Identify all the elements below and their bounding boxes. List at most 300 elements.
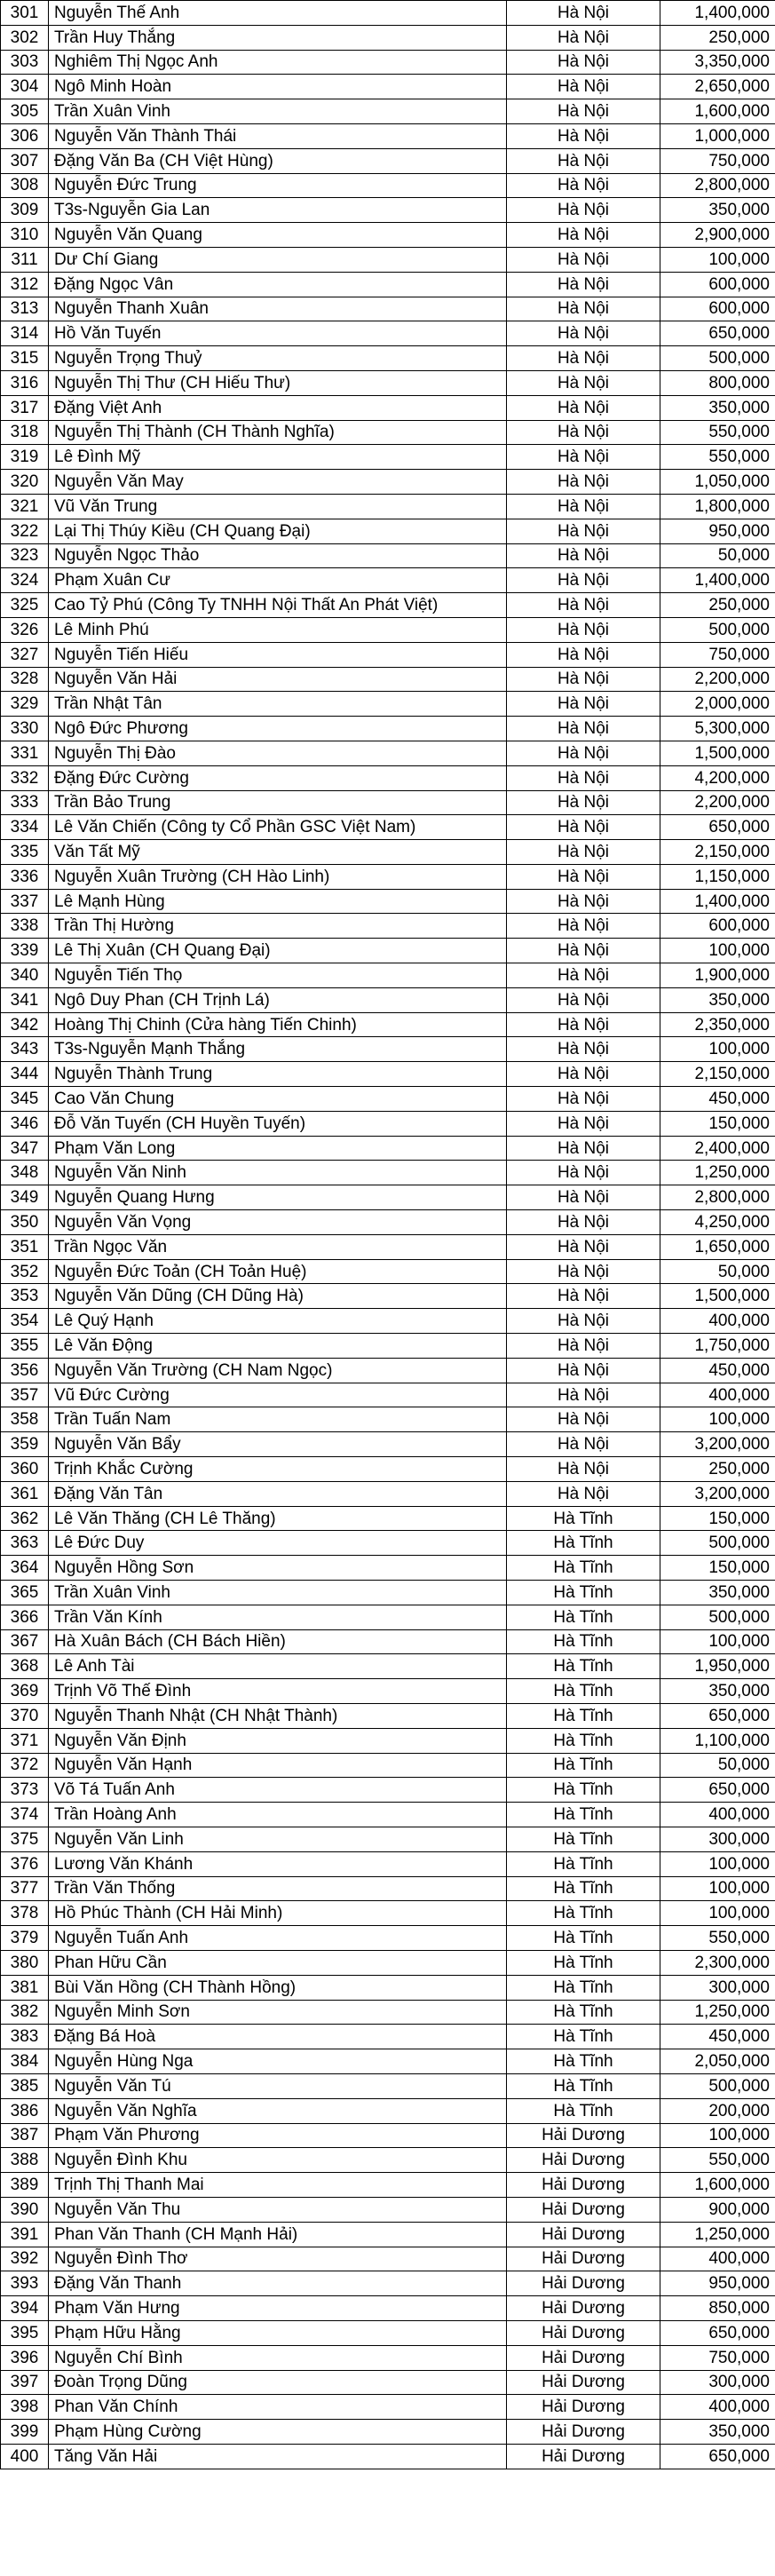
cell-index: 369: [1, 1679, 49, 1704]
cell-index: 324: [1, 568, 49, 593]
cell-amount: 1,150,000: [660, 864, 775, 889]
cell-amount: 450,000: [660, 1087, 775, 1112]
cell-name: Đoàn Trọng Dũng: [49, 2370, 507, 2395]
cell-name: Nguyễn Văn Hạnh: [49, 1753, 507, 1778]
cell-name: Nguyễn Văn Hải: [49, 667, 507, 692]
cell-province: Hà Nội: [507, 321, 660, 346]
cell-province: Hà Nội: [507, 1185, 660, 1210]
table-row: [1, 2444, 775, 2469]
cell-province: Hà Nội: [507, 939, 660, 963]
cell-province: Hà Tĩnh: [507, 2000, 660, 2025]
cell-index: 380: [1, 1950, 49, 1975]
cell-index: 379: [1, 1926, 49, 1951]
cell-index: 326: [1, 617, 49, 642]
cell-name: Cao Tỷ Phú (Công Ty TNHH Nội Thất An Phát Việt): [49, 593, 507, 618]
cell-amount: 400,000: [660, 1309, 775, 1334]
cell-index: 323: [1, 543, 49, 568]
cell-name: Trần Văn Thống: [49, 1876, 507, 1901]
cell-index: 358: [1, 1407, 49, 1432]
cell-index: 360: [1, 1457, 49, 1482]
cell-province: Hà Nội: [507, 1284, 660, 1309]
cell-province: Hải Dương: [507, 2271, 660, 2296]
table-row: [1, 1901, 775, 1926]
cell-province: Hải Dương: [507, 2222, 660, 2247]
cell-index: 337: [1, 889, 49, 914]
table-row: [1, 272, 775, 297]
table-row: [1, 2073, 775, 2098]
table-row: [1, 1926, 775, 1951]
table-row: [1, 815, 775, 840]
table-row: [1, 1136, 775, 1161]
cell-province: Hà Nội: [507, 1087, 660, 1112]
cell-amount: 400,000: [660, 1383, 775, 1407]
table-row: [1, 1037, 775, 1062]
cell-amount: 2,200,000: [660, 667, 775, 692]
cell-index: 352: [1, 1259, 49, 1284]
cell-amount: 750,000: [660, 642, 775, 667]
cell-province: Hà Nội: [507, 173, 660, 198]
cell-amount: 1,750,000: [660, 1334, 775, 1359]
cell-index: 329: [1, 692, 49, 717]
cell-name: T3s-Nguyễn Mạnh Thắng: [49, 1037, 507, 1062]
table-row: [1, 1210, 775, 1235]
cell-amount: 350,000: [660, 198, 775, 223]
cell-province: Hà Nội: [507, 148, 660, 173]
cell-province: Hà Tĩnh: [507, 2049, 660, 2074]
cell-province: Hà Tĩnh: [507, 1581, 660, 1605]
cell-index: 386: [1, 2098, 49, 2123]
cell-province: Hà Tĩnh: [507, 1703, 660, 1728]
cell-index: 332: [1, 765, 49, 790]
table-row: [1, 1827, 775, 1851]
table-row: [1, 1581, 775, 1605]
cell-province: Hà Nội: [507, 1259, 660, 1284]
cell-name: Đặng Văn Tân: [49, 1481, 507, 1506]
cell-index: 378: [1, 1901, 49, 1926]
table-row: [1, 543, 775, 568]
table-row: [1, 1556, 775, 1581]
cell-amount: 2,400,000: [660, 1136, 775, 1161]
cell-province: Hà Nội: [507, 1407, 660, 1432]
cell-index: 397: [1, 2370, 49, 2395]
cell-name: Tăng Văn Hải: [49, 2444, 507, 2469]
cell-amount: 650,000: [660, 1703, 775, 1728]
cell-province: Hà Tĩnh: [507, 1876, 660, 1901]
table-row: [1, 1975, 775, 2000]
cell-name: Nguyễn Xuân Trường (CH Hào Linh): [49, 864, 507, 889]
cell-province: Hà Nội: [507, 1309, 660, 1334]
cell-name: Nguyễn Đức Toản (CH Toản Huệ): [49, 1259, 507, 1284]
cell-province: Hà Nội: [507, 1, 660, 26]
cell-name: Nguyễn Văn May: [49, 470, 507, 495]
cell-index: 375: [1, 1827, 49, 1851]
cell-province: Hà Tĩnh: [507, 1654, 660, 1679]
cell-province: Hải Dương: [507, 2395, 660, 2420]
cell-amount: 650,000: [660, 321, 775, 346]
cell-index: 314: [1, 321, 49, 346]
cell-amount: 400,000: [660, 1803, 775, 1827]
cell-index: 320: [1, 470, 49, 495]
cell-province: Hà Nội: [507, 1111, 660, 1136]
table-row: [1, 2370, 775, 2395]
cell-name: Trịnh Võ Thế Đình: [49, 1679, 507, 1704]
cell-province: Hà Nội: [507, 741, 660, 765]
table-row: [1, 1062, 775, 1087]
cell-amount: 600,000: [660, 272, 775, 297]
table-row: [1, 1383, 775, 1407]
cell-province: Hà Tĩnh: [507, 1605, 660, 1629]
cell-amount: 600,000: [660, 297, 775, 321]
cell-name: Võ Tá Tuấn Anh: [49, 1778, 507, 1803]
table-row: [1, 148, 775, 173]
cell-index: 341: [1, 987, 49, 1012]
table-row: [1, 2247, 775, 2271]
table-row: [1, 1012, 775, 1037]
cell-name: Nguyễn Thế Anh: [49, 1, 507, 26]
cell-amount: 1,500,000: [660, 741, 775, 765]
cell-province: Hải Dương: [507, 2123, 660, 2148]
cell-amount: 2,050,000: [660, 2049, 775, 2074]
cell-name: Nguyễn Văn Thu: [49, 2197, 507, 2222]
cell-amount: 2,650,000: [660, 75, 775, 99]
cell-name: Đặng Bá Hoà: [49, 2025, 507, 2049]
table-row: [1, 445, 775, 470]
cell-province: Hà Tĩnh: [507, 1679, 660, 1704]
cell-amount: 650,000: [660, 2320, 775, 2345]
cell-province: Hải Dương: [507, 2296, 660, 2321]
cell-name: Trần Văn Kính: [49, 1605, 507, 1629]
cell-index: 339: [1, 939, 49, 963]
cell-amount: 1,500,000: [660, 1284, 775, 1309]
cell-index: 398: [1, 2395, 49, 2420]
table-row: [1, 2296, 775, 2321]
cell-province: Hà Nội: [507, 1136, 660, 1161]
cell-name: Phạm Hữu Hằng: [49, 2320, 507, 2345]
table-row: [1, 1803, 775, 1827]
cell-province: Hà Nội: [507, 123, 660, 148]
cell-province: Hà Nội: [507, 1234, 660, 1259]
cell-amount: 100,000: [660, 1037, 775, 1062]
cell-province: Hà Nội: [507, 1037, 660, 1062]
cell-province: Hà Nội: [507, 1358, 660, 1383]
cell-amount: 850,000: [660, 2296, 775, 2321]
cell-index: 315: [1, 346, 49, 371]
cell-province: Hà Nội: [507, 370, 660, 395]
cell-name: Lê Thị Xuân (CH Quang Đại): [49, 939, 507, 963]
cell-name: Trần Ngọc Văn: [49, 1234, 507, 1259]
cell-name: Nguyễn Trọng Thuỷ: [49, 346, 507, 371]
table-row: [1, 2025, 775, 2049]
table-row: [1, 1111, 775, 1136]
cell-amount: 250,000: [660, 593, 775, 618]
cell-amount: 100,000: [660, 1876, 775, 1901]
table-body: [1, 1, 775, 2469]
cell-index: 316: [1, 370, 49, 395]
table-row: [1, 2197, 775, 2222]
cell-index: 367: [1, 1629, 49, 1654]
cell-province: Hà Nội: [507, 1481, 660, 1506]
cell-name: Nguyễn Hùng Nga: [49, 2049, 507, 2074]
cell-name: Nguyễn Văn Tú: [49, 2073, 507, 2098]
cell-index: 377: [1, 1876, 49, 1901]
cell-amount: 100,000: [660, 1851, 775, 1876]
table-row: [1, 2395, 775, 2420]
cell-province: Hải Dương: [507, 2247, 660, 2271]
table-row: [1, 1457, 775, 1482]
cell-index: 335: [1, 840, 49, 865]
cell-name: Nguyễn Hồng Sơn: [49, 1556, 507, 1581]
table-row: [1, 173, 775, 198]
table-row: [1, 2098, 775, 2123]
cell-name: Nguyễn Tiến Hiếu: [49, 642, 507, 667]
table-row: [1, 321, 775, 346]
cell-name: Lê Đình Mỹ: [49, 445, 507, 470]
table-row: [1, 346, 775, 371]
cell-province: Hà Nội: [507, 272, 660, 297]
cell-province: Hà Nội: [507, 395, 660, 420]
cell-amount: 2,800,000: [660, 173, 775, 198]
cell-index: 308: [1, 173, 49, 198]
table-row: [1, 692, 775, 717]
cell-index: 344: [1, 1062, 49, 1087]
cell-index: 385: [1, 2073, 49, 2098]
cell-amount: 900,000: [660, 2197, 775, 2222]
cell-name: Trần Huy Thắng: [49, 25, 507, 50]
table-row: [1, 395, 775, 420]
cell-index: 321: [1, 494, 49, 519]
table-row: [1, 642, 775, 667]
table-row: [1, 1407, 775, 1432]
cell-province: Hà Nội: [507, 717, 660, 741]
cell-index: 319: [1, 445, 49, 470]
cell-province: Hà Nội: [507, 470, 660, 495]
cell-province: Hà Nội: [507, 1062, 660, 1087]
cell-index: 365: [1, 1581, 49, 1605]
cell-province: Hà Nội: [507, 247, 660, 272]
cell-name: T3s-Nguyễn Gia Lan: [49, 198, 507, 223]
cell-province: Hà Tĩnh: [507, 2073, 660, 2098]
cell-amount: 3,200,000: [660, 1481, 775, 1506]
cell-index: 304: [1, 75, 49, 99]
cell-amount: 100,000: [660, 247, 775, 272]
cell-index: 388: [1, 2148, 49, 2173]
cell-name: Trịnh Khắc Cường: [49, 1457, 507, 1482]
cell-amount: 650,000: [660, 1778, 775, 1803]
cell-province: Hà Nội: [507, 617, 660, 642]
table-row: [1, 1358, 775, 1383]
cell-name: Phạm Hùng Cường: [49, 2420, 507, 2445]
cell-index: 301: [1, 1, 49, 26]
cell-province: Hà Nội: [507, 765, 660, 790]
table-row: [1, 1753, 775, 1778]
cell-amount: 1,800,000: [660, 494, 775, 519]
cell-amount: 1,900,000: [660, 963, 775, 988]
cell-index: 318: [1, 420, 49, 445]
cell-name: Trần Bảo Trung: [49, 790, 507, 815]
cell-index: 309: [1, 198, 49, 223]
cell-province: Hà Nội: [507, 889, 660, 914]
cell-amount: 450,000: [660, 1358, 775, 1383]
cell-index: 371: [1, 1728, 49, 1753]
table-row: [1, 963, 775, 988]
cell-province: Hà Nội: [507, 1210, 660, 1235]
table-row: [1, 50, 775, 75]
cell-amount: 100,000: [660, 1407, 775, 1432]
cell-province: Hà Nội: [507, 1334, 660, 1359]
table-row: [1, 1309, 775, 1334]
table-row: [1, 1506, 775, 1531]
cell-amount: 500,000: [660, 2073, 775, 2098]
cell-name: Nguyễn Đình Khu: [49, 2148, 507, 2173]
cell-amount: 650,000: [660, 2444, 775, 2469]
cell-index: 383: [1, 2025, 49, 2049]
cell-index: 400: [1, 2444, 49, 2469]
cell-index: 334: [1, 815, 49, 840]
cell-province: Hải Dương: [507, 2345, 660, 2370]
table-row: [1, 1728, 775, 1753]
cell-province: Hà Nội: [507, 75, 660, 99]
cell-amount: 1,050,000: [660, 470, 775, 495]
cell-name: Đặng Văn Thanh: [49, 2271, 507, 2296]
cell-amount: 400,000: [660, 2395, 775, 2420]
cell-name: Nguyễn Thành Trung: [49, 1062, 507, 1087]
cell-name: Nguyễn Văn Ninh: [49, 1161, 507, 1185]
cell-name: Vũ Văn Trung: [49, 494, 507, 519]
cell-province: Hà Tĩnh: [507, 1901, 660, 1926]
cell-amount: 1,600,000: [660, 2173, 775, 2198]
cell-name: Ngô Đức Phương: [49, 717, 507, 741]
table-row: [1, 1531, 775, 1556]
table-row: [1, 987, 775, 1012]
cell-name: Phạm Văn Phương: [49, 2123, 507, 2148]
table-row: [1, 790, 775, 815]
cell-index: 395: [1, 2320, 49, 2345]
table-row: [1, 717, 775, 741]
cell-province: Hà Tĩnh: [507, 1975, 660, 2000]
cell-amount: 100,000: [660, 1629, 775, 1654]
cell-province: Hà Tĩnh: [507, 1851, 660, 1876]
cell-name: Trần Tuấn Nam: [49, 1407, 507, 1432]
cell-index: 345: [1, 1087, 49, 1112]
cell-province: Hà Nội: [507, 543, 660, 568]
cell-index: 363: [1, 1531, 49, 1556]
cell-index: 346: [1, 1111, 49, 1136]
table-row: [1, 1950, 775, 1975]
cell-name: Trần Xuân Vinh: [49, 1581, 507, 1605]
cell-name: Đặng Đức Cường: [49, 765, 507, 790]
cell-name: Nguyễn Chí Bình: [49, 2345, 507, 2370]
cell-index: 350: [1, 1210, 49, 1235]
cell-province: Hà Tĩnh: [507, 1950, 660, 1975]
cell-amount: 2,000,000: [660, 692, 775, 717]
cell-amount: 50,000: [660, 1753, 775, 1778]
cell-name: Lê Anh Tài: [49, 1654, 507, 1679]
table-row: [1, 198, 775, 223]
cell-amount: 750,000: [660, 148, 775, 173]
cell-amount: 350,000: [660, 1679, 775, 1704]
cell-index: 357: [1, 1383, 49, 1407]
table-row: [1, 25, 775, 50]
cell-province: Hải Dương: [507, 2197, 660, 2222]
table-row: [1, 2320, 775, 2345]
cell-amount: 500,000: [660, 1605, 775, 1629]
cell-amount: 550,000: [660, 1926, 775, 1951]
cell-province: Hà Tĩnh: [507, 1827, 660, 1851]
cell-province: Hà Tĩnh: [507, 1506, 660, 1531]
cell-index: 310: [1, 223, 49, 248]
table-row: [1, 370, 775, 395]
table-row: [1, 1778, 775, 1803]
table-row: [1, 593, 775, 618]
cell-index: 399: [1, 2420, 49, 2445]
cell-index: 303: [1, 50, 49, 75]
cell-name: Đặng Văn Ba (CH Việt Hùng): [49, 148, 507, 173]
table-row: [1, 494, 775, 519]
cell-index: 384: [1, 2049, 49, 2074]
table-row: [1, 519, 775, 543]
table-row: [1, 840, 775, 865]
cell-index: 330: [1, 717, 49, 741]
cell-index: 391: [1, 2222, 49, 2247]
cell-amount: 1,100,000: [660, 1728, 775, 1753]
cell-index: 313: [1, 297, 49, 321]
cell-name: Phạm Văn Hưng: [49, 2296, 507, 2321]
cell-amount: 350,000: [660, 987, 775, 1012]
cell-province: Hà Nội: [507, 494, 660, 519]
cell-name: Trịnh Thị Thanh Mai: [49, 2173, 507, 2198]
cell-index: 381: [1, 1975, 49, 2000]
cell-amount: 2,150,000: [660, 1062, 775, 1087]
cell-name: Nguyễn Thanh Nhật (CH Nhật Thành): [49, 1703, 507, 1728]
table-row: [1, 1259, 775, 1284]
cell-amount: 1,600,000: [660, 99, 775, 124]
cell-province: Hà Nội: [507, 346, 660, 371]
cell-amount: 2,350,000: [660, 1012, 775, 1037]
cell-name: Hồ Phúc Thành (CH Hải Minh): [49, 1901, 507, 1926]
cell-index: 333: [1, 790, 49, 815]
table-row: [1, 939, 775, 963]
table-row: [1, 889, 775, 914]
cell-province: Hà Nội: [507, 642, 660, 667]
cell-amount: 1,400,000: [660, 1, 775, 26]
table-row: [1, 470, 775, 495]
cell-name: Lê Minh Phú: [49, 617, 507, 642]
cell-name: Nguyễn Thị Thành (CH Thành Nghĩa): [49, 420, 507, 445]
cell-province: Hà Nội: [507, 963, 660, 988]
cell-amount: 550,000: [660, 445, 775, 470]
table-row: [1, 741, 775, 765]
cell-name: Hoàng Thị Chinh (Cửa hàng Tiến Chinh): [49, 1012, 507, 1037]
cell-amount: 350,000: [660, 2420, 775, 2445]
cell-name: Lê Đức Duy: [49, 1531, 507, 1556]
cell-name: Văn Tất Mỹ: [49, 840, 507, 865]
cell-amount: 2,200,000: [660, 790, 775, 815]
cell-amount: 350,000: [660, 395, 775, 420]
cell-amount: 100,000: [660, 939, 775, 963]
cell-index: 328: [1, 667, 49, 692]
cell-name: Trần Xuân Vinh: [49, 99, 507, 124]
cell-province: Hải Dương: [507, 2173, 660, 2198]
table-row: [1, 2000, 775, 2025]
cell-index: 355: [1, 1334, 49, 1359]
cell-province: Hà Nội: [507, 914, 660, 939]
cell-name: Nguyễn Văn Nghĩa: [49, 2098, 507, 2123]
cell-amount: 1,000,000: [660, 123, 775, 148]
table-row: [1, 1654, 775, 1679]
table-row: [1, 2049, 775, 2074]
cell-name: Nguyễn Văn Linh: [49, 1827, 507, 1851]
cell-amount: 400,000: [660, 2247, 775, 2271]
